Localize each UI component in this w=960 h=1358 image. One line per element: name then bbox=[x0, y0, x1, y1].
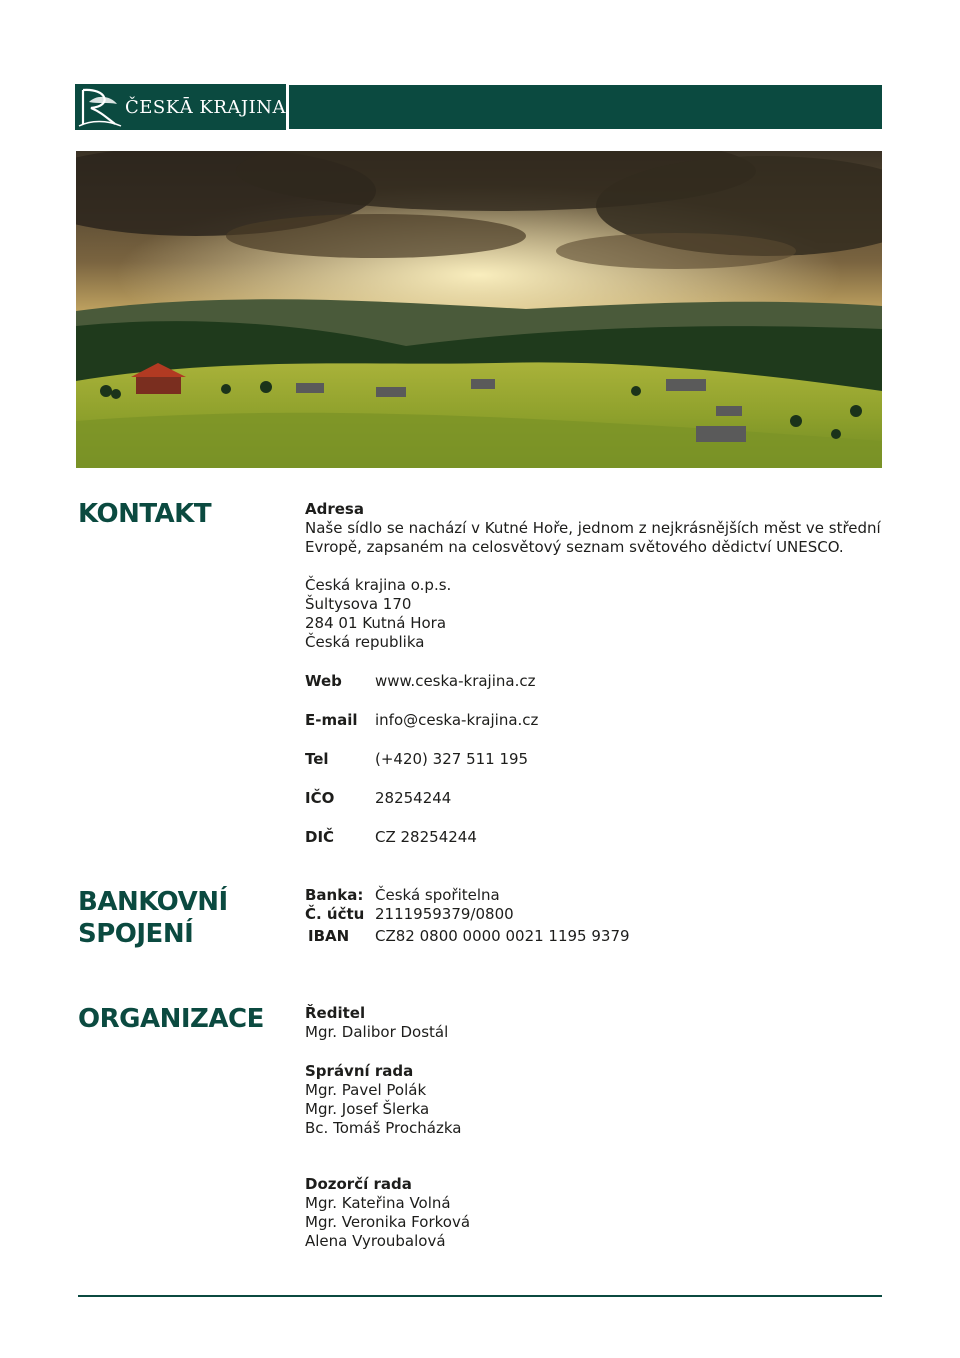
org-name: Česká krajina o.p.s. bbox=[305, 576, 452, 594]
bank-label: Banka: bbox=[305, 886, 364, 904]
iban-label: IBAN bbox=[308, 927, 350, 945]
section-title-bank-line-1: BANKOVNÍ bbox=[78, 887, 228, 917]
iban-value: CZ82 0800 0000 0021 1195 9379 bbox=[375, 927, 630, 945]
logo bbox=[75, 84, 286, 130]
dic-label: DIČ bbox=[305, 828, 335, 846]
hero-landscape-photo bbox=[76, 151, 882, 468]
bank-value: Česká spořitelna bbox=[375, 886, 500, 904]
address-description-line-1: Naše sídlo se nachází v Kutné Hoře, jednom z nejkrásnějších měst ve střední bbox=[305, 519, 881, 537]
account-value: 2111959379/0800 bbox=[375, 905, 514, 923]
address-street: Šultysova 170 bbox=[305, 595, 412, 613]
page-header bbox=[75, 84, 882, 130]
header-bar bbox=[289, 85, 882, 129]
section-title-bank-line-2: SPOJENÍ bbox=[78, 919, 194, 949]
supervisory-heading: Dozorčí rada bbox=[305, 1175, 412, 1193]
web-link[interactable]: www.ceska-krajina.cz bbox=[375, 672, 536, 690]
address-description-line-2: Evropě, zapsaném na celosvětový seznam světového dědictví UNESCO. bbox=[305, 538, 844, 556]
email-link[interactable]: info@ceska-krajina.cz bbox=[375, 711, 539, 729]
address-country: Česká republika bbox=[305, 633, 425, 651]
stylized-letter-r-leaf-icon bbox=[77, 84, 123, 130]
footer-divider bbox=[78, 1295, 882, 1297]
ico-label: IČO bbox=[305, 789, 335, 807]
director-heading: Ředitel bbox=[305, 1004, 366, 1022]
logo-text: ČESKĀ KRAJINA bbox=[125, 96, 286, 118]
director-name: Mgr. Dalibor Dostál bbox=[305, 1023, 449, 1041]
web-label: Web bbox=[305, 672, 342, 690]
board-member: Mgr. Josef Šlerka bbox=[305, 1100, 430, 1118]
address-city: 284 01 Kutná Hora bbox=[305, 614, 447, 632]
section-title-organizace: ORGANIZACE bbox=[78, 1004, 264, 1034]
board-heading: Správní rada bbox=[305, 1062, 414, 1080]
address-heading: Adresa bbox=[305, 500, 364, 518]
ico-value: 28254244 bbox=[375, 789, 452, 807]
board-member: Bc. Tomáš Procházka bbox=[305, 1119, 462, 1137]
email-label: E-mail bbox=[305, 711, 358, 729]
supervisory-member: Mgr. Veronika Forková bbox=[305, 1213, 471, 1231]
tel-label: Tel bbox=[305, 750, 329, 768]
tel-value: (+420) 327 511 195 bbox=[375, 750, 529, 768]
supervisory-member: Alena Vyroubalová bbox=[305, 1232, 446, 1250]
dic-value: CZ 28254244 bbox=[375, 828, 477, 846]
account-label: Č. účtu bbox=[305, 905, 365, 923]
supervisory-member: Mgr. Kateřina Volná bbox=[305, 1194, 451, 1212]
board-member: Mgr. Pavel Polák bbox=[305, 1081, 427, 1099]
section-title-kontakt: KONTAKT bbox=[78, 499, 212, 529]
